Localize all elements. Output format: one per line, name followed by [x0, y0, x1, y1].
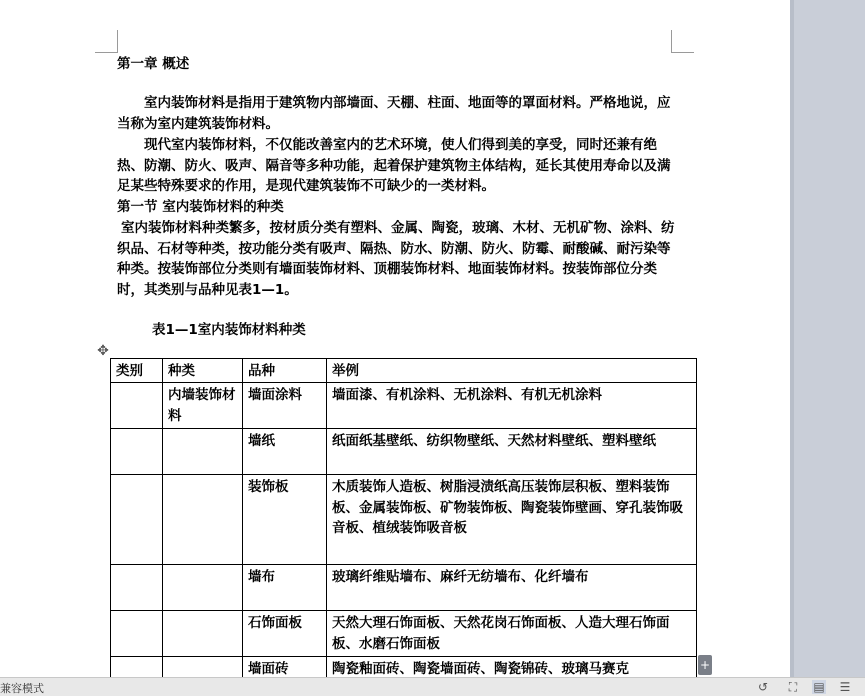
- cell-variety[interactable]: 墙布: [243, 565, 327, 611]
- table-row: [111, 565, 697, 611]
- cell-variety[interactable]: 装饰板: [243, 475, 327, 565]
- cell-category[interactable]: [111, 657, 163, 678]
- header-variety[interactable]: 品种: [243, 359, 327, 383]
- cell-type[interactable]: [163, 657, 243, 678]
- paragraph-material-types[interactable]: 室内装饰材料种类繁多，按材质分类有塑料、金属、陶瓷，玻璃、木材、无机矿物、涂料、纺织品、石材等种类，按功能分类有吸声、隔热、防水、防潮、防火、防霉、耐酸碱、耐污染等种类。按装饰部位分类则有墙面装饰材料、顶棚装饰材料、地面装饰材料。按装饰部位分类时，其类别与品种见表1—1。: [117, 220, 675, 298]
- cell-type[interactable]: [163, 565, 243, 611]
- cell-variety[interactable]: 墙纸: [243, 429, 327, 475]
- paragraph-definition[interactable]: 室内装饰材料是指用于建筑物内部墙面、天棚、柱面、地面等的罩面材料。严格地说，应当称为室内建筑装饰材料。: [117, 95, 671, 132]
- cell-type[interactable]: 内墙装饰材料: [163, 383, 243, 429]
- cell-type[interactable]: [163, 429, 243, 475]
- outline-view-icon[interactable]: ☰: [839, 680, 851, 694]
- cell-variety[interactable]: 墙面砖: [243, 657, 327, 678]
- table-row: [111, 475, 697, 565]
- crop-mark-top-left: [95, 30, 118, 53]
- table-row: [111, 611, 697, 657]
- cell-example[interactable]: 墙面漆、有机涂料、无机涂料、有机无机涂料: [327, 383, 697, 429]
- history-icon[interactable]: ↺: [757, 680, 769, 694]
- table-caption[interactable]: 表1—1室内装饰材料种类: [152, 322, 306, 338]
- cell-example[interactable]: 天然大理石饰面板、天然花岗石饰面板、人造大理石饰面板、水磨石饰面板: [327, 611, 697, 657]
- header-example[interactable]: 举例: [327, 359, 697, 383]
- add-row-icon[interactable]: +: [698, 655, 712, 675]
- header-category[interactable]: 类别: [111, 359, 163, 383]
- fullscreen-icon[interactable]: ⛶: [788, 680, 798, 694]
- table-row: [111, 429, 697, 475]
- cell-category[interactable]: [111, 611, 163, 657]
- cell-example[interactable]: 玻璃纤维贴墙布、麻纤无纺墙布、化纤墙布: [327, 565, 697, 611]
- table-row: [111, 383, 697, 429]
- table-header-row: [111, 359, 697, 383]
- cell-category[interactable]: [111, 383, 163, 429]
- chapter-title[interactable]: 第一章 概述: [117, 56, 190, 72]
- crop-mark-top-right: [671, 30, 694, 53]
- cell-example[interactable]: 纸面纸基壁纸、纺织物壁纸、天然材料壁纸、塑料壁纸: [327, 429, 697, 475]
- section-title[interactable]: 第一节 室内装饰材料的种类: [117, 199, 284, 215]
- cell-category[interactable]: [111, 565, 163, 611]
- scrollbar-edge: [790, 0, 794, 677]
- table-move-handle-icon[interactable]: ✥: [97, 343, 109, 359]
- cell-type[interactable]: [163, 611, 243, 657]
- cell-category[interactable]: [111, 475, 163, 565]
- materials-table[interactable]: [110, 358, 697, 677]
- cell-category[interactable]: [111, 429, 163, 475]
- paragraph-modern-materials[interactable]: 现代室内装饰材料，不仅能改善室内的艺术环境，使人们得到美的享受，同时还兼有绝热、防潮、防火、吸声、隔音等多种功能，起着保护建筑物主体结构，延长其使用寿命以及满足某些特殊要求的作用，是现代建筑装饰不可缺少的一类材料。: [117, 137, 671, 194]
- header-type[interactable]: 种类: [163, 359, 243, 383]
- cell-example[interactable]: 陶瓷釉面砖、陶瓷墙面砖、陶瓷锦砖、玻璃马赛克: [327, 657, 697, 678]
- vertical-scrollbar[interactable]: [790, 0, 865, 677]
- page-view-icon[interactable]: ▤: [813, 680, 825, 694]
- cell-example[interactable]: 木质装饰人造板、树脂浸渍纸高压装饰层积板、塑料装饰板、金属装饰板、矿物装饰板、陶瓷装饰壁画、穿孔装饰吸音板、植绒装饰吸音板: [327, 475, 697, 565]
- status-bar: [0, 677, 865, 696]
- cell-variety[interactable]: 石饰面板: [243, 611, 327, 657]
- cell-type[interactable]: [163, 475, 243, 565]
- compatibility-mode-label: 兼容模式: [0, 682, 44, 695]
- table-row: [111, 657, 697, 678]
- cell-variety[interactable]: 墙面涂料: [243, 383, 327, 429]
